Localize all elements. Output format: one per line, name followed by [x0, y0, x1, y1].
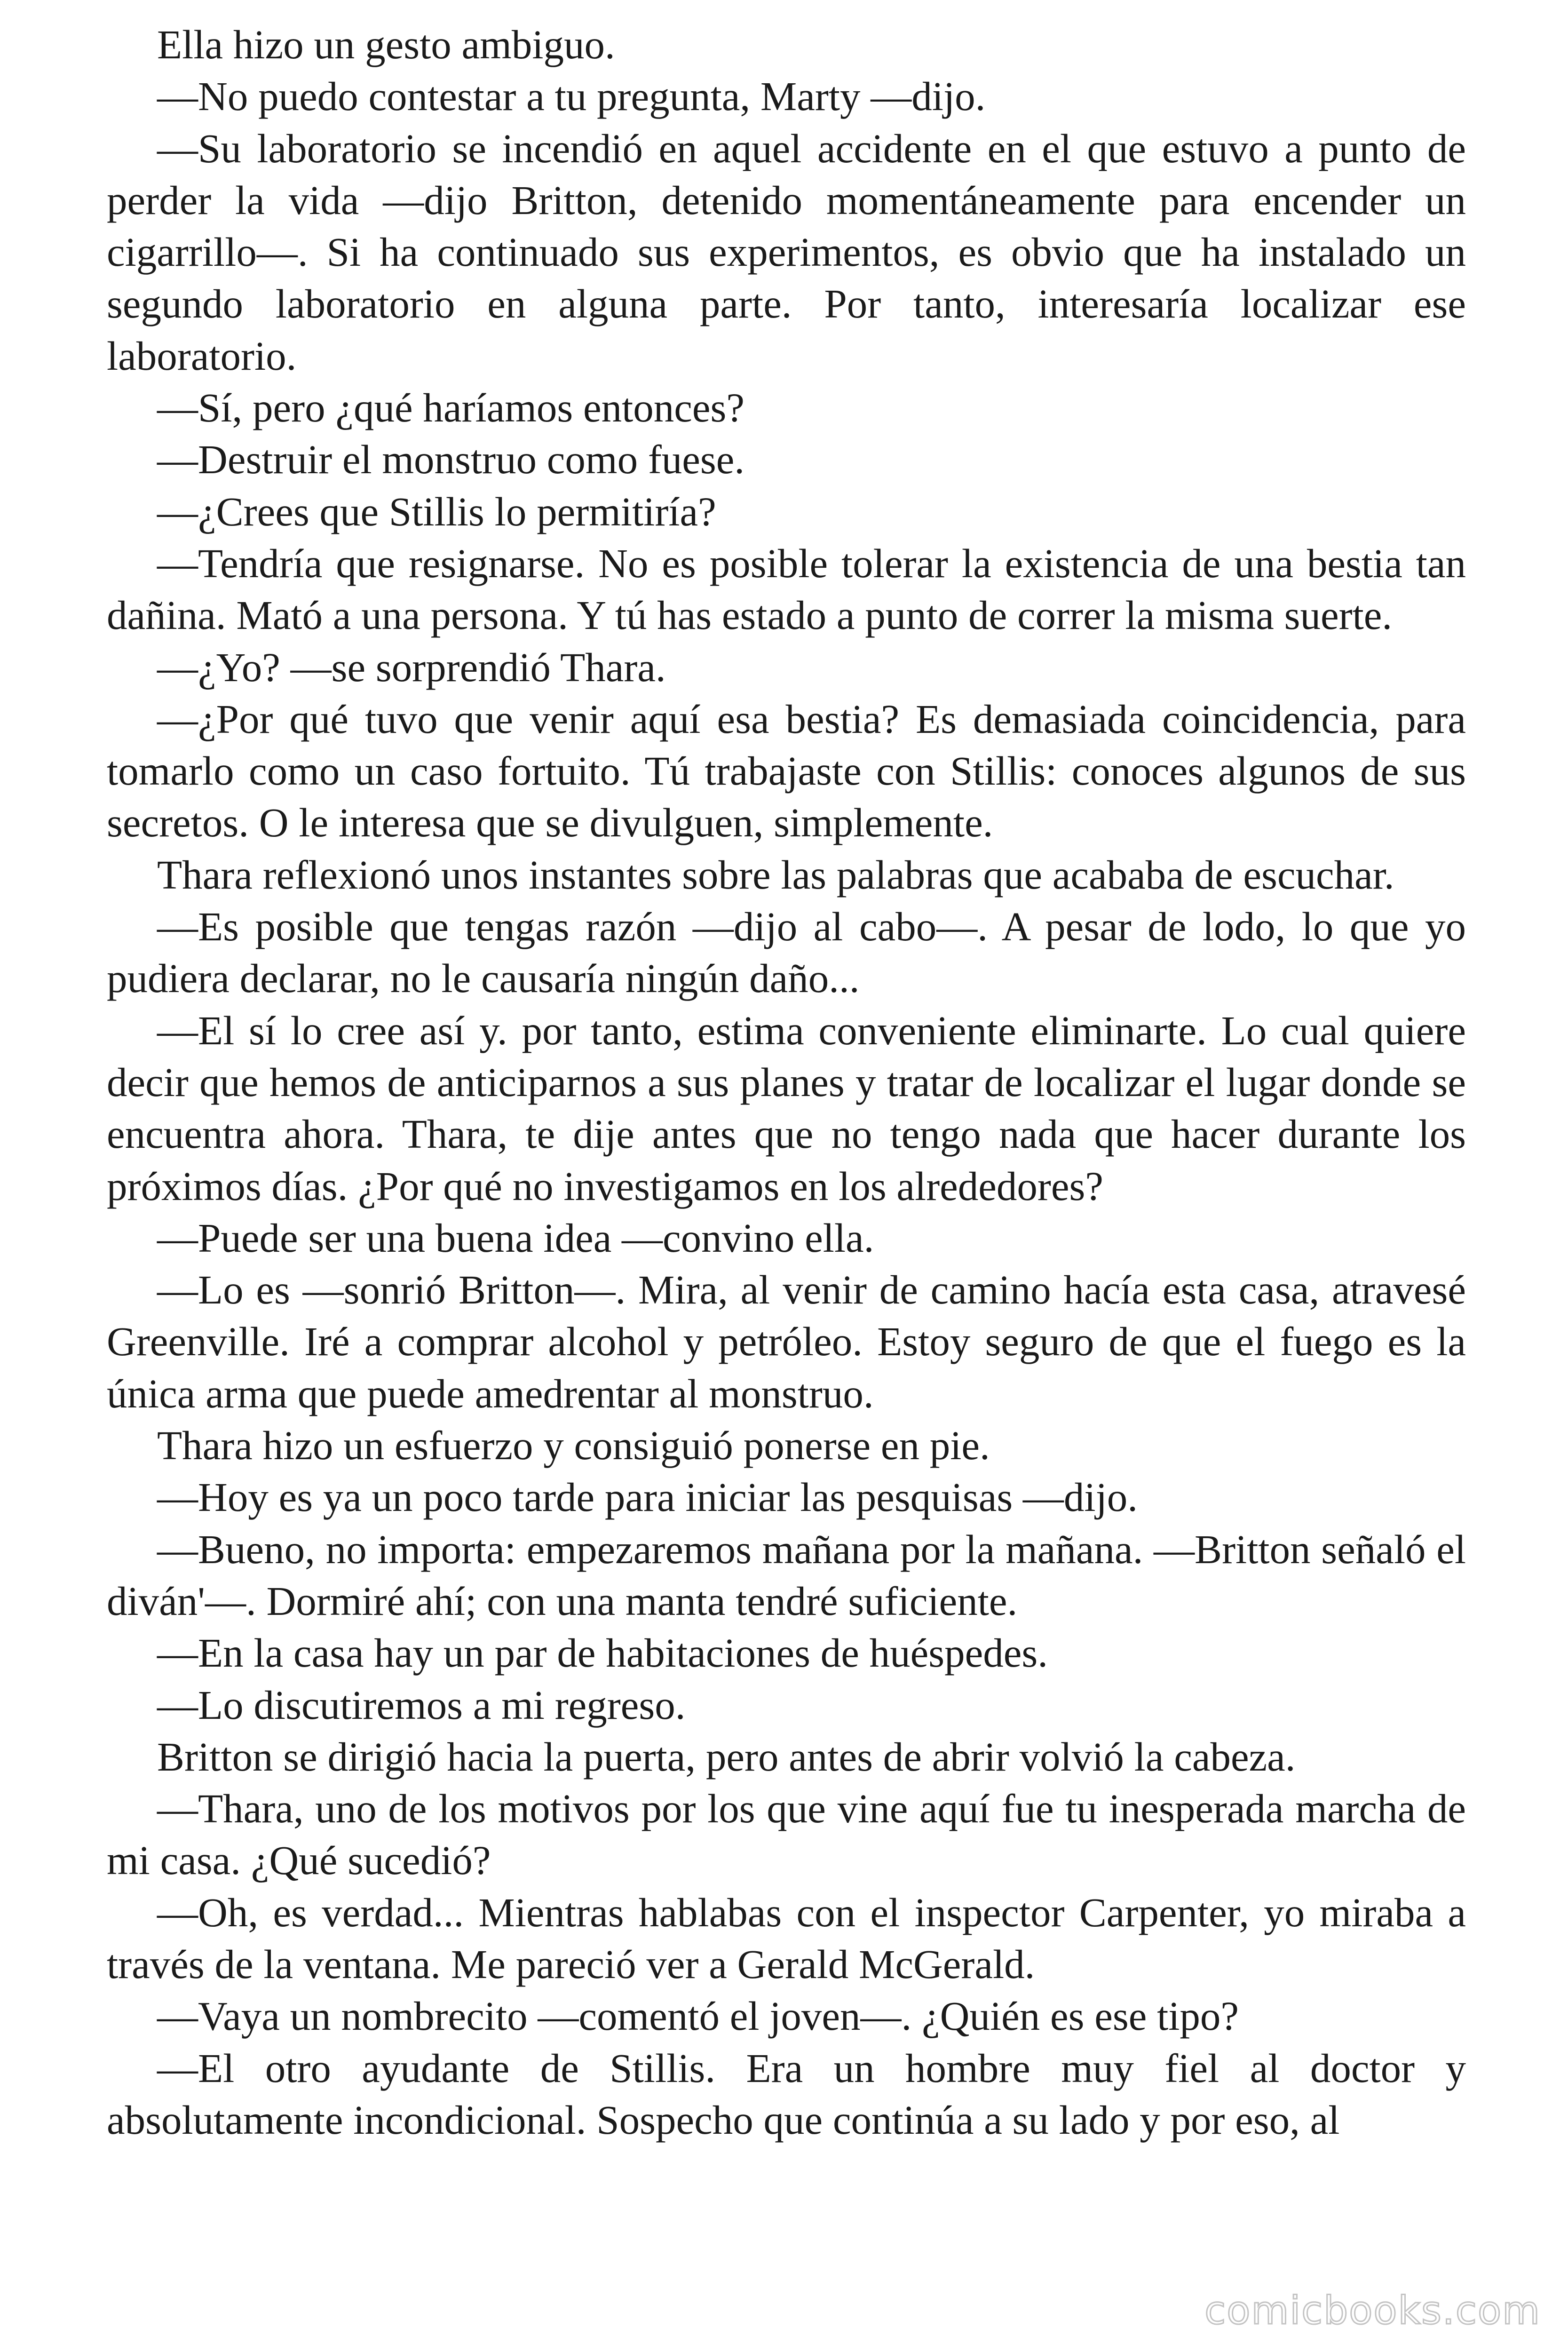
paragraph: —Puede ser una buena idea —convino ella. — [157, 1215, 874, 1261]
paragraph: —Es posible que tengas razón —dijo al cabo—. A pesar de lodo, lo que yo pudiera declarar, no le causaría ningún daño... — [107, 904, 1466, 1001]
paragraph: —Tendría que resignarse. No es posible tolerar la existencia de una bestia tan dañina. Mató a una persona. Y tú has estado a punto de correr la misma suerte. — [107, 540, 1466, 638]
paragraph: —Bueno, no importa: empezaremos mañana por la mañana. —Britton señaló el diván'—. Dormiré ahí; con una manta tendré suficiente. — [107, 1526, 1466, 1624]
paragraph: —¿Yo? —se sorprendió Thara. — [157, 644, 666, 690]
page-text-body — [107, 19, 1466, 2146]
paragraph: —Lo discutiremos a mi regreso. — [157, 1682, 686, 1728]
paragraph: —¿Por qué tuvo que venir aquí esa bestia? Es demasiada coincidencia, para tomarlo como un caso fortuito. Tú trabajaste con Stillis: conoces algunos de sus secretos. O le interesa que se divulguen, simplemente. — [107, 696, 1466, 846]
paragraph: —Su laboratorio se incendió en aquel accidente en el que estuvo a punto de perder la vida —dijo Britton, detenido momentáneamente para encender un cigarrillo—. Si ha continuado sus experimentos, es obvio que ha instalado un segundo laboratorio en alguna parte. Por tanto, interesaría localizar ese laboratorio. — [107, 125, 1466, 379]
paragraph: —Sí, pero ¿qué haríamos entonces? — [157, 385, 745, 431]
paragraph: —En la casa hay un par de habitaciones de huéspedes. — [157, 1630, 1048, 1676]
paragraph: —Hoy es ya un poco tarde para iniciar las pesquisas —dijo. — [157, 1474, 1138, 1520]
paragraph: —Lo es —sonrió Britton—. Mira, al venir de camino hacía esta casa, atravesé Greenville. Iré a comprar alcohol y petróleo. Estoy seguro de que el fuego es la única arma que puede amedrentar al monstruo. — [107, 1267, 1466, 1416]
paragraph: —No puedo contestar a tu pregunta, Marty —dijo. — [157, 73, 986, 119]
paragraph: —¿Crees que Stillis lo permitiría? — [157, 488, 716, 534]
paragraph: —Oh, es verdad... Mientras hablabas con el inspector Carpenter, yo miraba a través de la ventana. Me pareció ver a Gerald McGerald. — [107, 1889, 1466, 1987]
watermark: comicbooks.com — [1204, 2288, 1541, 2333]
paragraph: —Destruir el monstruo como fuese. — [157, 437, 745, 483]
paragraph: —El otro ayudante de Stillis. Era un hombre muy fiel al doctor y absolutamente incondicional. Sospecho que continúa a su lado y por eso, al — [107, 2045, 1466, 2143]
paragraph: —El sí lo cree así y. por tanto, estima conveniente eliminarte. Lo cual quiere decir que hemos de anticiparnos a sus planes y tratar de localizar el lugar donde se encuentra ahora. Thara, te dije antes que no tengo nada que hacer durante los próximos días. ¿Por qué no investigamos en los alrededores? — [107, 1007, 1466, 1209]
paragraph: Thara hizo un esfuerzo y consiguió ponerse en pie. — [157, 1422, 990, 1469]
paragraph: —Thara, uno de los motivos por los que vine aquí fue tu inesperada marcha de mi casa. ¿Qué sucedió? — [107, 1786, 1466, 1883]
paragraph: Britton se dirigió hacia la puerta, pero antes de abrir volvió la cabeza. — [157, 1733, 1296, 1780]
paragraph: Ella hizo un gesto ambiguo. — [157, 22, 615, 67]
paragraph: Thara reflexionó unos instantes sobre las palabras que acababa de escuchar. — [157, 851, 1394, 898]
paragraph: —Vaya un nombrecito —comentó el joven—. ¿Quién es ese tipo? — [157, 1993, 1239, 2039]
